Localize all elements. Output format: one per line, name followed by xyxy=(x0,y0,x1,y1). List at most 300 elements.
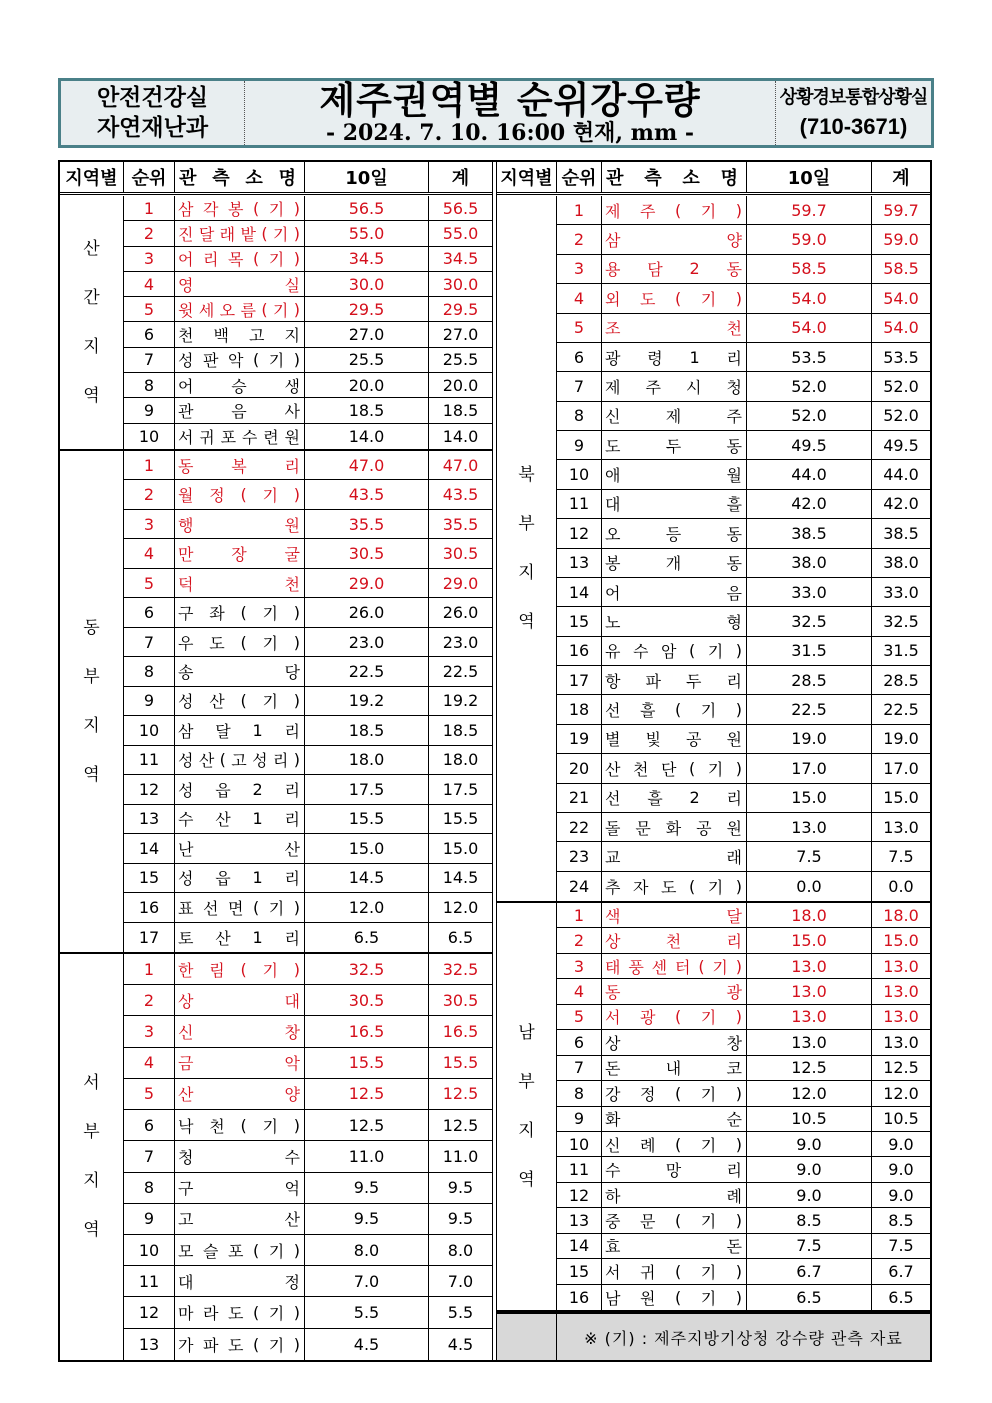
station-name-char: 수 xyxy=(632,642,649,662)
day-rainfall-cell: 33.0 xyxy=(747,578,872,606)
rank-cell: 2 xyxy=(124,985,175,1015)
total-rainfall-cell: 22.5 xyxy=(883,700,919,720)
day-rainfall-cell: 30.5 xyxy=(305,985,429,1015)
station-name-char: 공 xyxy=(696,818,712,838)
station-name-char: ) xyxy=(293,603,300,623)
station-name-char: 구 xyxy=(178,604,194,624)
total-rainfall-cell: 43.5 xyxy=(442,485,479,505)
table-row xyxy=(124,373,492,398)
station-name-cell xyxy=(602,607,747,635)
station-name-char: ( xyxy=(240,959,247,979)
station-name-char: 동 xyxy=(178,456,194,476)
day-rainfall-cell: 6.5 xyxy=(747,1285,872,1310)
station-name-char: 기 xyxy=(268,898,285,918)
station-name-cell xyxy=(602,1005,747,1029)
station-name-cell xyxy=(175,1079,305,1109)
total-rainfall-cell: 18.5 xyxy=(442,401,479,421)
day-rainfall-cell: 54.0 xyxy=(747,284,872,312)
station-name-cell xyxy=(175,775,305,803)
table-row xyxy=(557,637,930,666)
total-rainfall-cell: 18.5 xyxy=(442,720,479,740)
table-row xyxy=(124,1110,492,1141)
column-header-total: 계 xyxy=(451,168,470,189)
station-name-char: 서 xyxy=(605,1008,621,1028)
station-name-cell xyxy=(602,343,747,371)
footnote-text: ※ (기) : 제주지방기상청 강수량 관측 자료 xyxy=(584,1328,903,1348)
day-rainfall-cell: 10.5 xyxy=(747,1107,872,1131)
total-rainfall-cell: 9.0 xyxy=(888,1160,914,1180)
station-name-char: 2 xyxy=(689,788,700,808)
total-rainfall-cell: 32.5 xyxy=(442,959,479,979)
table-row xyxy=(124,196,492,221)
station-name-char: 코 xyxy=(726,1059,742,1079)
column-header-station-char: 소 xyxy=(682,168,700,189)
table-row xyxy=(557,1208,930,1233)
table-row xyxy=(557,1030,930,1055)
rank-cell: 11 xyxy=(124,746,175,774)
station-name-cell xyxy=(602,1030,747,1054)
station-name-char: 좌 xyxy=(209,604,225,624)
station-name-char: ( xyxy=(688,641,696,661)
station-name-char: 용 xyxy=(605,260,621,280)
station-name-char: 장 xyxy=(231,545,247,565)
day-rainfall-cell: 26.0 xyxy=(305,598,429,626)
station-name-char: 흘 xyxy=(639,701,656,721)
station-name-char: 달 xyxy=(198,224,215,244)
station-name-char: 수 xyxy=(605,1161,621,1181)
station-name-char: 기 xyxy=(700,1262,717,1282)
station-name-cell xyxy=(602,1183,747,1207)
station-name-char: 창 xyxy=(284,1023,300,1043)
rank-cell: 6 xyxy=(124,598,175,626)
day-rainfall-cell: 13.0 xyxy=(747,954,872,978)
station-name-char: 양 xyxy=(726,231,742,251)
station-name-char: 흘 xyxy=(647,789,663,809)
rank-cell: 10 xyxy=(557,1132,602,1156)
station-name-cell xyxy=(175,348,305,372)
day-rainfall-cell: 34.5 xyxy=(305,247,429,271)
station-name-char: 천 xyxy=(178,326,194,346)
station-name-char: 리 xyxy=(726,348,742,368)
day-rainfall-cell: 7.5 xyxy=(747,1234,872,1258)
table-row xyxy=(124,1048,492,1079)
station-name-char: 추 xyxy=(605,877,621,897)
station-name-char: 노 xyxy=(605,612,621,632)
total-rainfall-cell: 34.5 xyxy=(442,249,479,269)
day-rainfall-cell: 14.0 xyxy=(305,424,429,449)
contact-box xyxy=(776,81,931,145)
rank-cell: 18 xyxy=(557,695,602,723)
station-name-char: 도 xyxy=(227,1304,244,1324)
rank-cell: 12 xyxy=(124,775,175,803)
station-name-cell xyxy=(602,284,747,312)
total-rainfall-cell: 14.5 xyxy=(442,868,479,888)
station-name-char: ( xyxy=(261,299,268,319)
day-rainfall-cell: 8.5 xyxy=(747,1208,872,1232)
table-row xyxy=(557,725,930,754)
station-name-char: 목 xyxy=(227,250,244,270)
station-name-char: 귀 xyxy=(639,1262,656,1282)
table-row xyxy=(124,864,492,893)
station-name-char: 리 xyxy=(284,721,300,741)
station-name-char: ( xyxy=(240,691,247,711)
total-rainfall-cell: 12.5 xyxy=(442,1115,479,1135)
station-name-char: 단 xyxy=(660,759,677,779)
region-label xyxy=(60,954,124,1360)
day-rainfall-cell: 12.5 xyxy=(747,1056,872,1080)
station-name-char: 청 xyxy=(178,1147,194,1167)
table-row xyxy=(557,460,930,489)
day-rainfall-cell: 42.0 xyxy=(747,490,872,518)
station-name-char: 리 xyxy=(726,1161,742,1181)
day-rainfall-cell: 47.0 xyxy=(305,451,429,479)
station-name-char: ) xyxy=(735,200,742,220)
station-name-char: 오 xyxy=(219,300,236,320)
day-rainfall-cell: 29.0 xyxy=(305,569,429,597)
day-rainfall-cell: 23.0 xyxy=(305,628,429,656)
total-rainfall-cell: 55.0 xyxy=(442,223,479,243)
section-rows xyxy=(124,954,492,1360)
station-name-char: 별 xyxy=(605,730,621,750)
station-name-char: 윗 xyxy=(178,300,194,320)
station-name-char: 망 xyxy=(665,1161,682,1181)
table-row xyxy=(557,490,930,519)
station-name-char: 두 xyxy=(686,671,702,691)
day-rainfall-cell: 52.0 xyxy=(747,402,872,430)
station-name-char: 리 xyxy=(272,751,289,771)
rank-cell: 20 xyxy=(557,754,602,782)
station-name-char: 어 xyxy=(178,250,194,270)
station-name-char: 음 xyxy=(726,583,742,603)
day-rainfall-cell: 27.0 xyxy=(305,322,429,346)
station-name-char: 고 xyxy=(231,751,247,771)
day-rainfall-cell: 53.5 xyxy=(747,343,872,371)
table-row xyxy=(124,539,492,568)
left-section-0 xyxy=(60,196,492,451)
column-header-station-char: 측 xyxy=(644,168,662,189)
station-name-char: 수 xyxy=(241,427,258,447)
station-name-char: 리 xyxy=(284,928,300,948)
day-rainfall-cell: 20.0 xyxy=(305,373,429,397)
station-name-char: 제 xyxy=(665,407,682,427)
station-name-char: 선 xyxy=(605,789,621,809)
station-name-char: 구 xyxy=(178,1179,194,1199)
table-row xyxy=(124,1016,492,1047)
station-name-char: 기 xyxy=(262,692,278,712)
station-name-cell xyxy=(175,985,305,1015)
table-row xyxy=(557,402,930,431)
table-row xyxy=(124,1266,492,1297)
day-rainfall-cell: 8.0 xyxy=(305,1235,429,1265)
station-name-char: 빛 xyxy=(645,730,661,750)
station-name-cell xyxy=(602,1157,747,1181)
station-name-char: 원 xyxy=(284,515,300,535)
table-row xyxy=(557,695,930,724)
day-rainfall-cell: 28.5 xyxy=(747,666,872,694)
station-name-cell xyxy=(175,628,305,656)
station-name-cell xyxy=(175,539,305,567)
station-name-char: ( xyxy=(674,1287,682,1307)
column-header-region: 지역별 xyxy=(497,162,557,192)
table-row xyxy=(557,903,930,928)
station-name-char: 삼 xyxy=(178,199,194,219)
column-header-total: 계 xyxy=(892,168,910,189)
table-row xyxy=(557,842,930,871)
total-rainfall-cell: 16.5 xyxy=(442,1022,479,1042)
rank-cell: 17 xyxy=(124,923,175,952)
station-name-cell xyxy=(602,637,747,665)
column-header-station-char: 관 xyxy=(606,168,624,189)
station-name-char: 기 xyxy=(268,199,285,219)
table-row xyxy=(124,480,492,509)
station-name-char: 색 xyxy=(605,906,621,926)
region-label-char: 부 xyxy=(518,513,535,534)
station-name-char: 한 xyxy=(178,960,194,980)
table-row xyxy=(124,893,492,922)
station-name-cell xyxy=(175,598,305,626)
station-name-char: 외 xyxy=(605,289,621,309)
day-rainfall-cell: 22.5 xyxy=(747,695,872,723)
station-name-cell xyxy=(602,1056,747,1080)
station-name-cell xyxy=(602,1081,747,1105)
day-rainfall-cell: 6.5 xyxy=(305,923,429,952)
station-name-cell xyxy=(602,255,747,283)
station-name-char: 읍 xyxy=(215,869,231,889)
footnote-row xyxy=(497,1312,930,1360)
total-rainfall-cell: 6.5 xyxy=(888,1287,914,1307)
rank-cell: 6 xyxy=(124,322,175,346)
day-rainfall-cell: 55.0 xyxy=(305,221,429,245)
day-rainfall-cell: 32.5 xyxy=(305,954,429,984)
station-name-char: 삼 xyxy=(178,721,194,741)
station-name-char: 래 xyxy=(219,224,236,244)
rank-cell: 6 xyxy=(557,1030,602,1054)
station-name-char: 리 xyxy=(726,671,742,691)
station-name-cell xyxy=(602,1132,747,1156)
station-name-char: 도 xyxy=(639,289,656,309)
total-rainfall-cell: 18.0 xyxy=(442,750,479,770)
rank-cell: 4 xyxy=(124,272,175,296)
station-name-char: 면 xyxy=(227,898,244,918)
rank-cell: 7 xyxy=(124,1141,175,1171)
rank-cell: 8 xyxy=(124,1173,175,1203)
station-name-char: 악 xyxy=(227,351,244,371)
region-label-char: 역 xyxy=(83,385,100,406)
total-rainfall-cell: 30.5 xyxy=(442,544,479,564)
region-label-char: 부 xyxy=(518,1071,535,1092)
station-name-char: 산 xyxy=(605,759,621,779)
rank-cell: 1 xyxy=(124,196,175,220)
total-rainfall-cell: 7.5 xyxy=(888,846,914,866)
table-row xyxy=(557,1056,930,1081)
station-name-char: 1 xyxy=(252,927,263,947)
station-name-char: 돈 xyxy=(726,1237,742,1257)
station-name-cell xyxy=(175,1048,305,1078)
region-label-char: 동 xyxy=(83,617,100,638)
station-name-char: ( xyxy=(674,200,682,220)
day-rainfall-cell: 15.0 xyxy=(747,784,872,812)
station-name-char: 순 xyxy=(726,1110,742,1130)
station-name-char: 성 xyxy=(178,692,194,712)
station-name-char: 판 xyxy=(202,351,219,371)
region-label xyxy=(60,196,124,449)
station-name-char: 련 xyxy=(263,427,279,447)
station-name-cell xyxy=(602,903,747,927)
total-rainfall-cell: 0.0 xyxy=(888,876,914,896)
station-name-char: ) xyxy=(735,1134,742,1154)
station-name-char: 풍 xyxy=(628,957,644,977)
station-name-char: ( xyxy=(252,198,260,218)
total-rainfall-cell: 12.5 xyxy=(442,1084,479,1104)
region-label-char: 부 xyxy=(83,666,100,687)
station-name-char: 중 xyxy=(605,1211,621,1231)
station-name-char: 대 xyxy=(178,1272,194,1292)
total-rainfall-cell: 33.0 xyxy=(883,582,919,602)
rank-cell: 7 xyxy=(124,348,175,372)
region-label-char: 역 xyxy=(518,611,535,632)
station-name-char: 고 xyxy=(249,326,265,346)
day-rainfall-cell: 49.5 xyxy=(747,431,872,459)
total-rainfall-cell: 26.0 xyxy=(442,603,479,623)
section-rows xyxy=(124,451,492,952)
rank-cell: 5 xyxy=(124,569,175,597)
total-rainfall-cell: 12.0 xyxy=(883,1083,919,1103)
total-rainfall-cell: 8.5 xyxy=(888,1210,914,1230)
station-name-cell xyxy=(175,569,305,597)
day-rainfall-cell: 35.5 xyxy=(305,510,429,538)
rank-cell: 9 xyxy=(124,687,175,715)
station-name-cell xyxy=(175,893,305,921)
station-name-char: 기 xyxy=(707,759,724,779)
station-name-char: 낙 xyxy=(178,1116,194,1136)
column-header-region: 지역별 xyxy=(60,162,124,192)
station-name-cell xyxy=(175,1173,305,1203)
rank-cell: 15 xyxy=(557,607,602,635)
rank-cell: 5 xyxy=(124,297,175,321)
table-row xyxy=(124,1297,492,1328)
day-rainfall-cell: 52.0 xyxy=(747,372,872,400)
station-name-cell xyxy=(175,480,305,508)
total-rainfall-cell: 17.0 xyxy=(883,758,919,778)
station-name-char: ( xyxy=(252,1240,260,1260)
station-name-char: 리 xyxy=(726,932,742,952)
station-name-cell xyxy=(175,1141,305,1171)
station-name-cell xyxy=(602,725,747,753)
rank-cell: 9 xyxy=(557,1107,602,1131)
table-row xyxy=(557,813,930,842)
station-name-char: 신 xyxy=(178,1023,194,1043)
total-rainfall-cell: 15.0 xyxy=(883,788,919,808)
rank-cell: 15 xyxy=(557,1259,602,1283)
day-rainfall-cell: 29.5 xyxy=(305,297,429,321)
station-name-char: 암 xyxy=(660,642,677,662)
station-name-cell xyxy=(175,424,305,449)
table-row xyxy=(124,716,492,745)
table-row xyxy=(124,746,492,775)
report-header xyxy=(58,78,934,148)
station-name-cell xyxy=(602,666,747,694)
rank-cell: 5 xyxy=(124,1079,175,1109)
station-name-cell xyxy=(602,460,747,488)
total-rainfall-cell: 5.5 xyxy=(447,1303,474,1323)
total-rainfall-cell: 19.0 xyxy=(883,729,919,749)
station-name-char: 1 xyxy=(252,720,263,740)
station-name-cell xyxy=(602,872,747,901)
station-name-char: 광 xyxy=(605,348,621,368)
total-rainfall-cell: 17.5 xyxy=(442,779,479,799)
station-name-char: 기 xyxy=(268,351,285,371)
rank-cell: 16 xyxy=(557,1285,602,1310)
total-rainfall-cell: 58.5 xyxy=(883,259,919,279)
table-row xyxy=(557,1234,930,1259)
station-name-cell xyxy=(175,1297,305,1327)
total-rainfall-cell: 9.5 xyxy=(447,1209,474,1229)
rank-cell: 4 xyxy=(124,539,175,567)
station-name-char: 기 xyxy=(272,300,289,320)
table-row xyxy=(557,1132,930,1157)
station-name-char: 창 xyxy=(726,1033,742,1053)
total-rainfall-cell: 31.5 xyxy=(883,641,919,661)
total-rainfall-cell: 44.0 xyxy=(883,465,919,485)
station-name-cell xyxy=(175,923,305,952)
rank-cell: 1 xyxy=(124,451,175,479)
total-rainfall-cell: 15.5 xyxy=(442,809,479,829)
station-name-char: ) xyxy=(293,1240,300,1260)
rank-cell: 9 xyxy=(124,1204,175,1234)
station-name-cell xyxy=(602,314,747,342)
rank-cell: 5 xyxy=(557,1005,602,1029)
station-name-char: ( xyxy=(674,1083,682,1103)
rank-cell: 24 xyxy=(557,872,602,901)
day-rainfall-cell: 22.5 xyxy=(305,657,429,685)
table-row xyxy=(557,578,930,607)
rank-cell: 9 xyxy=(124,398,175,422)
station-name-char: 영 xyxy=(178,275,194,295)
station-name-char: 내 xyxy=(665,1059,682,1079)
station-name-char: 우 xyxy=(178,633,194,653)
rank-cell: 17 xyxy=(557,666,602,694)
station-name-char: 기 xyxy=(262,604,278,624)
department-line-2: 자연재난과 xyxy=(96,115,209,141)
station-name-char: 자 xyxy=(632,877,649,897)
station-name-char: 가 xyxy=(178,1335,194,1355)
table-left-half xyxy=(60,162,492,1360)
table-row xyxy=(124,569,492,598)
station-name-char: 모 xyxy=(178,1241,194,1261)
table-row xyxy=(557,343,930,372)
station-name-char: 례 xyxy=(639,1135,656,1155)
total-rainfall-cell: 11.0 xyxy=(442,1146,479,1166)
station-name-char: 행 xyxy=(178,515,194,535)
day-rainfall-cell: 18.0 xyxy=(305,746,429,774)
total-rainfall-cell: 56.5 xyxy=(442,198,479,218)
station-name-char: ) xyxy=(293,485,300,505)
region-label-char: 산 xyxy=(83,238,100,259)
rank-cell: 19 xyxy=(557,725,602,753)
station-name-char: ) xyxy=(293,198,300,218)
station-name-char: 기 xyxy=(262,633,278,653)
rank-cell: 2 xyxy=(557,225,602,253)
station-name-char: ( xyxy=(240,603,247,623)
station-name-char: 금 xyxy=(178,1054,194,1074)
day-rainfall-cell: 4.5 xyxy=(305,1329,429,1360)
station-name-char: 슬 xyxy=(202,1241,219,1261)
station-name-char: ) xyxy=(293,1115,300,1135)
region-label-char: 역 xyxy=(83,764,100,785)
day-rainfall-cell: 44.0 xyxy=(747,460,872,488)
day-rainfall-cell: 12.0 xyxy=(305,893,429,921)
total-rainfall-cell: 59.7 xyxy=(883,200,919,220)
